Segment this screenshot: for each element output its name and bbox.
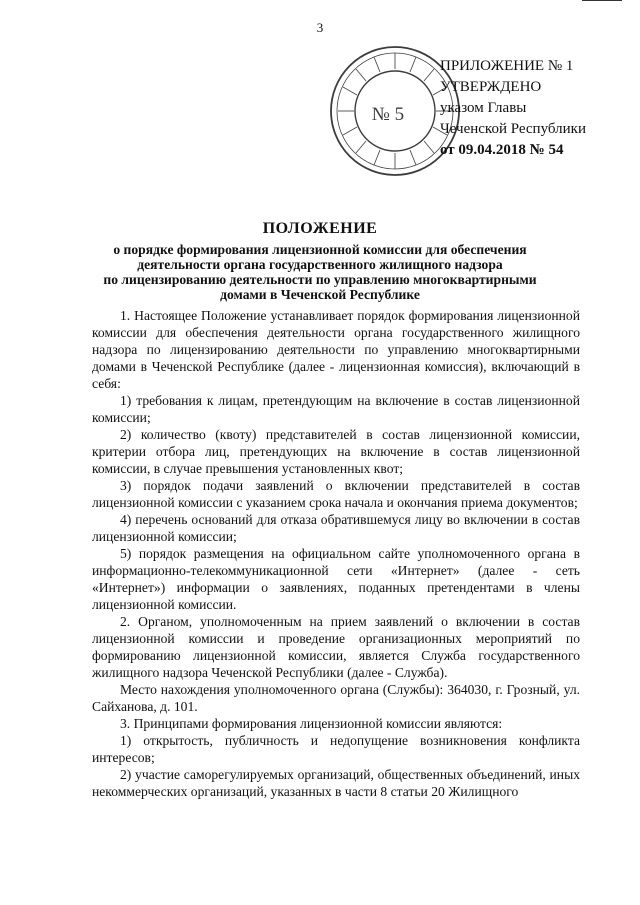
paragraph: 3. Принципами формирования лицензионной комиссии являются: bbox=[120, 716, 503, 731]
paragraph: 2. Органом, уполномоченным на прием заявлений о включении в состав лицензионной комиссии и проведение организационных мероприятий по формированию лицензионной комиссии, является Служба государственного жилищного надзора Чеченской Республики (далее - Служба). bbox=[92, 614, 580, 680]
paragraph: 2) участие саморегулируемых организаций, общественных объединений, иных некоммерческих организаций, указанных в части 8 статьи 20 Жилищного bbox=[92, 767, 580, 799]
paragraph: 2) количество (квоту) представителей в состав лицензионной комиссии, критерии отбора лиц, претендующих на включение в состав лицензионной комиссии, в случае превышения установленных квот; bbox=[92, 427, 580, 476]
approved-label: УТВЕРЖДЕНО bbox=[440, 79, 542, 95]
paragraph: 1) открытость, публичность и недопущение возникновения конфликта интересов; bbox=[92, 733, 580, 765]
appendix-label: ПРИЛОЖЕНИЕ № 1 bbox=[440, 58, 574, 74]
paragraph: 1) требования к лицам, претендующим на включение в состав лицензионной комиссии; bbox=[92, 393, 580, 425]
decree-label: указом Главы bbox=[440, 100, 527, 116]
seal-number: № 5 bbox=[371, 104, 405, 125]
republic-label: Чеченской Республики bbox=[440, 121, 586, 137]
page-number: 3 bbox=[316, 20, 324, 35]
paragraph: Место нахождения уполномоченного органа (Службы): 364030, г. Грозный, ул. Сайханова, д. 101. bbox=[92, 682, 580, 714]
title-line: о порядке формирования лицензионной комиссии для обеспечения bbox=[113, 242, 527, 257]
paragraph: 1. Настоящее Положение устанавливает порядок формирования лицензионной комиссии для обеспечения деятельности органа государственного жилищного надзора по лицензированию деятельности по управлению многоквартирными домами в Чеченской Республике (далее - лицензионная комиссия), включающий в себя: bbox=[92, 308, 580, 391]
paragraph: 5) порядок размещения на официальном сайте уполномоченного органа в информационно-телекоммуникационной сети «Интернет» (далее - сеть «Интернет») информации о заявлениях, поданных претендентами в члены лицензионной комиссии. bbox=[92, 546, 580, 612]
approval-block bbox=[440, 56, 586, 161]
paragraph: 3) порядок подачи заявлений о включении представителей в состав лицензионной комиссии с указанием срока начала и окончания приема документов; bbox=[92, 478, 580, 510]
paragraph: 4) перечень оснований для отказа обратившемуся лицу во включении в состав лицензионной комиссии; bbox=[92, 512, 580, 544]
decree-date: от 09.04.2018 № 54 bbox=[440, 142, 564, 158]
title-line: по лицензированию деятельности по управлению многоквартирными bbox=[103, 272, 537, 287]
title-line: домами в Чеченской Республике bbox=[220, 287, 420, 302]
document-body bbox=[92, 307, 580, 800]
title-main: ПОЛОЖЕНИЕ bbox=[262, 220, 378, 237]
title-line: деятельности органа государственного жилищного надзора bbox=[137, 257, 503, 272]
top-rule bbox=[582, 0, 622, 1]
document-title bbox=[0, 220, 640, 302]
